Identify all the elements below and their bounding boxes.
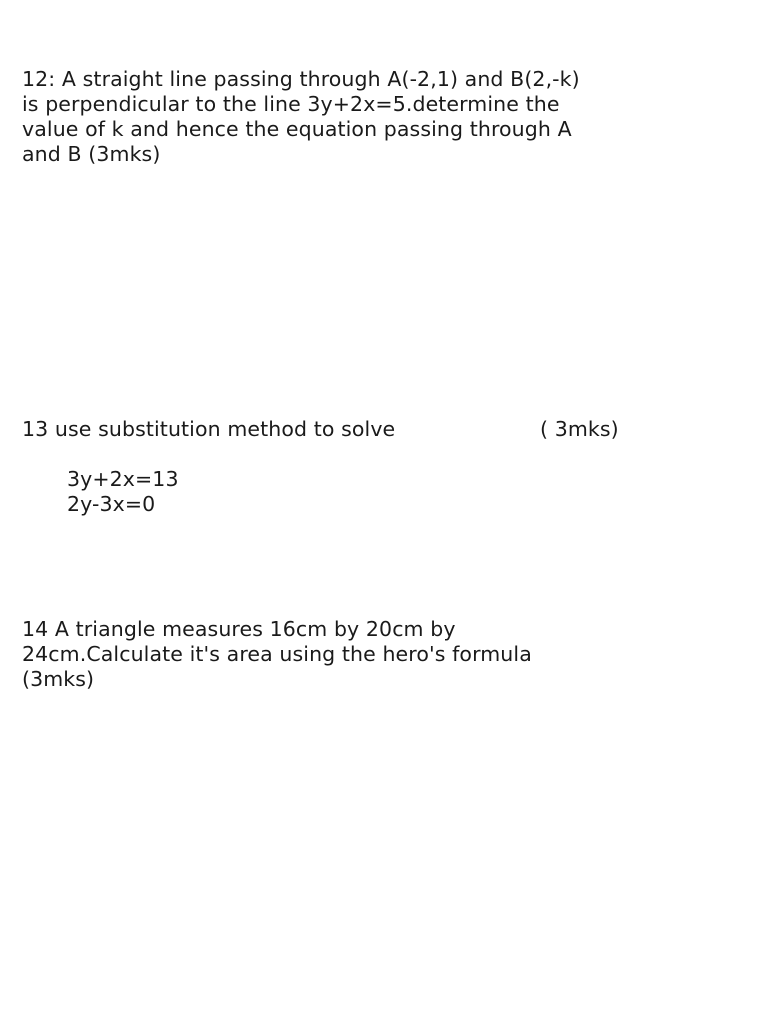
question-text-line: 12: A straight line passing through A(-2,1) and B(2,-k): [22, 67, 580, 91]
equation: 2y-3x=0: [67, 492, 156, 516]
question-prompt: 13 use substitution method to solve: [22, 417, 396, 441]
question-12: [22, 67, 742, 167]
question-13: [22, 417, 742, 516]
question-text-line: 14 A triangle measures 16cm by 20cm by: [22, 617, 456, 641]
equation-system: [67, 467, 179, 517]
equation: 3y+2x=13: [67, 467, 179, 491]
question-text-line: (3mks): [22, 667, 95, 691]
question-text-line: value of k and hence the equation passing through A: [22, 117, 572, 141]
question-14: [22, 617, 742, 692]
question-text-line: is perpendicular to the line 3y+2x=5.determine the: [22, 92, 560, 116]
question-marks: ( 3mks): [540, 417, 619, 441]
question-text-line: and B (3mks): [22, 142, 161, 166]
question-text-line: 24cm.Calculate it's area using the hero's formula: [22, 642, 532, 666]
